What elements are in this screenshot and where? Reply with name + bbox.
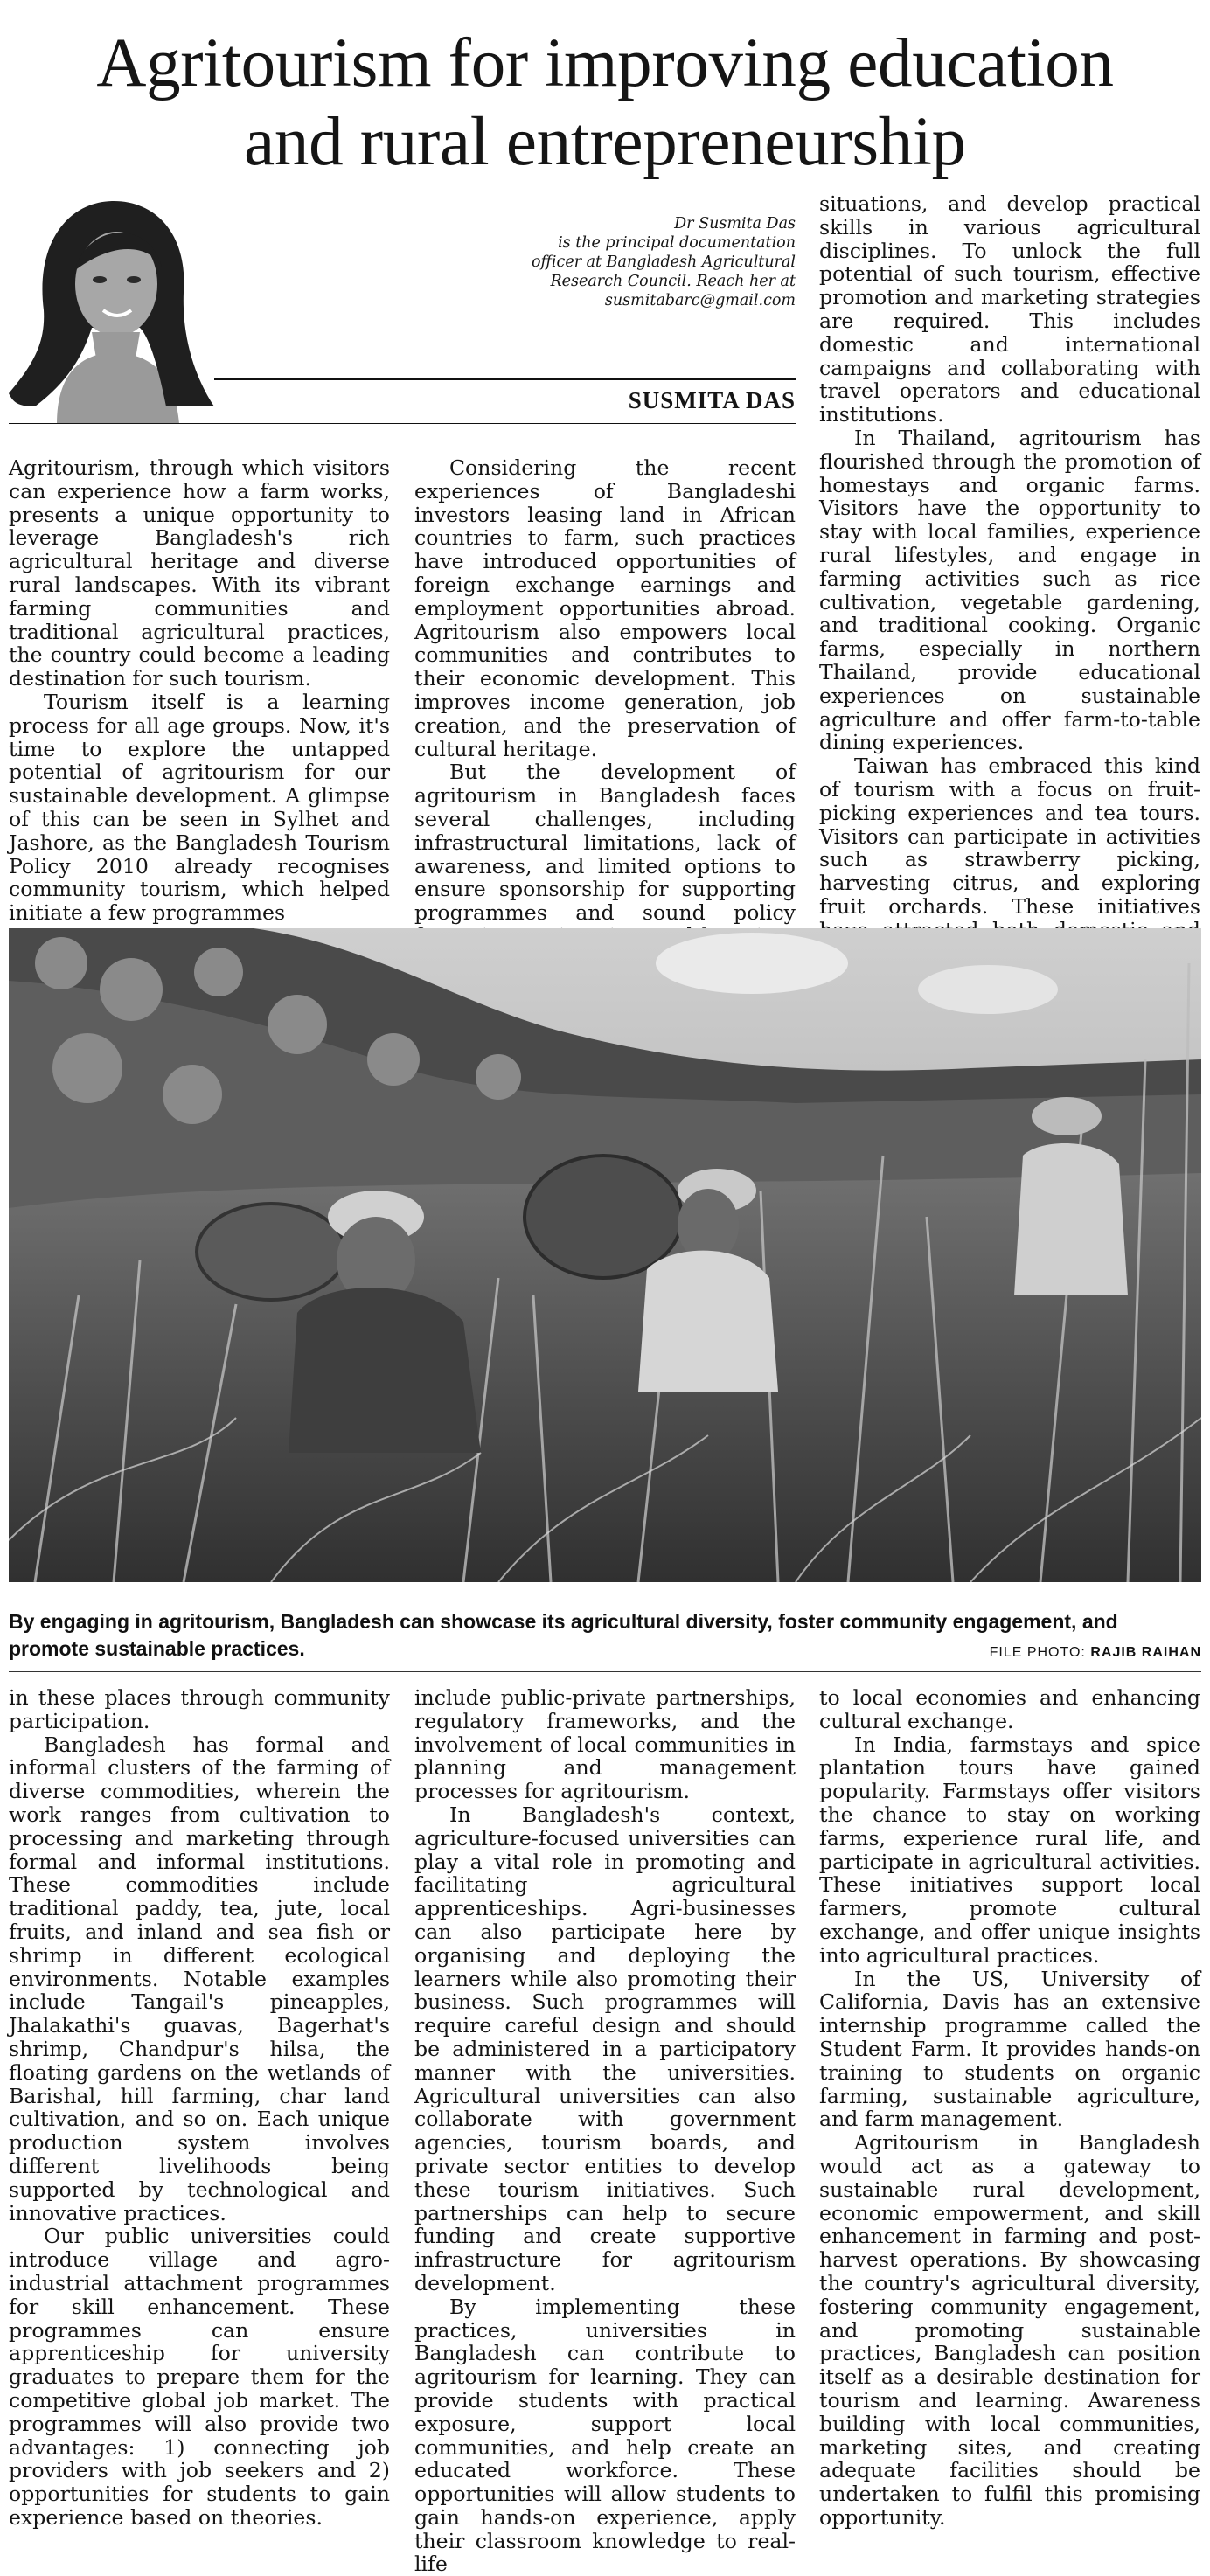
bio-line: officer at Bangladesh Agricultural [532,253,796,271]
author-portrait [9,188,219,424]
paragraph: In India, farmstays and spice plantation tours have gained popularity. Farmstays offer visitors the chance to stay on working farms, experience rural life, and participate in agricultural activities. These initiatives support local farmers, promote cultural exchange, and offer unique insights into agricultural practices. [819,1732,1200,1968]
paragraph: include public-private partnerships, regulatory frameworks, and the involvement of local communities in planning and management processes for agritourism. [414,1685,796,1804]
bio-name: Dr Susmita Das [674,215,796,233]
author-bio [507,214,796,310]
bio-line: Research Council. Reach her at [550,273,796,290]
farm-photo [9,928,1201,1582]
paragraph: In Bangladesh's context, agriculture-focused universities can play a vital role in promoting and facilitating agricultural apprenticeships. Agri-businesses can also participate here by organising and deploying the learners while also promoting their business. Such programmes will require careful design and should be administered in a participatory manner with the universities. Agricultural universities can also collaborate with government agencies, tourism boards, and private sector entities to develop these tourism initiatives. Such partnerships can help to secure funding and create supportive infrastructure for agritourism development. [414,1802,796,2295]
paragraph: In the US, University of California, Davis has an extensive internship programme called the Student Farm. It provides hands-on training to students on organic farming, sustainable agriculture, and farm management. [819,1966,1200,2132]
upper-column-3 [819,192,1200,965]
headline [9,24,1201,182]
paragraph: Our public universities could introduce village and agro-industrial attachment programmes for skill enhancement. These programmes can ensure apprenticeship for university graduates to prepare them for the competitive global job market. The programmes will also provide two advantages: 1) connecting job providers with job seekers and 2) opportunities for students to gain experience based on theories. [9,2224,390,2530]
headline-line-1: Agritourism for improving education [96,25,1114,101]
paragraph: Bangladesh has formal and informal clusters of the farming of diverse commodities, wherein the work ranges from cultivation to processing and marketing through formal and informal institutions. These commodities include traditional paddy, tea, jute, local fruits, and inland and sea fish or shrimp in different ecological environments. Notable examples include Tangail's pineapples, Jhalakathi's guavas, Bagerhat's shrimp, Chandpur's hilsa, the floating gardens on the wetlands of Barishal, hill farming, char land cultivation, and so on. Each unique production system involves different livelihoods being supported by technological and innovative practices. [9,1732,390,2225]
headline-line-2: and rural entrepreneurship [244,104,966,180]
credit-name: RAJIB RAIHAN [1090,1645,1201,1660]
bio-email: susmitabarc@gmail.com [604,292,796,309]
paragraph: By implementing these practices, universities in Bangladesh can contribute to agritourism for learning. They can provide students with practical exposure, support local communities, and help create an educated workforce. These opportunities will allow students to gain hands-on experience, apply their classroom knowledge to real-life [414,2294,796,2576]
lower-column-1 [9,1686,390,2530]
upper-column-1 [9,456,390,925]
paragraph: But the development of agritourism in Bangladesh faces several challenges, including infrastructural limitations, lack of awareness, and limited options to ensure sponsorship for supporting programmes and sound policy [414,760,796,926]
photo-caption: By engaging in agritourism, Bangladesh can showcase its agricultural diversity, foster community engagement, and promote sustainable practices. [9,1610,1118,1660]
byline-bottom-rule [9,423,796,424]
credit-label: FILE PHOTO: [989,1645,1086,1660]
paragraph: Tourism itself is a learning process for all age groups. Now, it's time to explore the untapped potential of agritourism for our sustainable development. A glimpse of this can be seen in Sylhet and Jashore, as the Bangladesh Tourism Policy 2010 already recognises community tourism, which helped initiate a few programmes [9,689,390,926]
lower-column-2 [414,1686,796,2576]
byline-rule [214,378,796,380]
photo-credit [990,1645,1201,1661]
author-name: SUSMITA DAS [628,387,796,413]
paragraph: Taiwan has embraced this kind of tourism with a focus on fruit-picking experiences and tea tours. Visitors can participate in activities such as strawberry picking, harvesting citrus, and exploring fruit orchards. These initiatives [819,753,1200,919]
paragraph: to local economies and enhancing cultural exchange. [819,1685,1200,1733]
bio-line: is the principal documentation [558,234,796,252]
paragraph: situations, and develop practical skills in various agricultural disciplines. To unlock the full potential of such tourism, effective promotion and marketing strategies are required. This includes domestic and international campaigns and collaborating with travel operators and educational institutions. [819,191,1200,427]
paragraph: In Thailand, agritourism has flourished through the promotion of homestays and organic farms. Visitors have the opportunity to stay with local families, experience rural lifestyles, and engage in farming activities such as rice cultivation, vegetable gardening, and traditional cooking. Organic farms, especially in northern Thailand, provide educational experiences on sustainable agriculture and offer farm-to-table dining experiences. [819,425,1200,755]
lower-column-3 [819,1686,1200,2530]
caption-rule [9,1671,1201,1672]
paragraph: Agritourism in Bangladesh would act as a gateway to sustainable rural development, economic empowerment, and skill enhancement in farming and post-harvest operations. By showcasing the country's agricultural diversity, fostering community engagement, and promoting sustainable practices, Bangladesh can position itself as a desirable destination for tourism and learning. Awareness building with local communities, marketing sites, and creating adequate facilities should be undertaken to fulfil this promising opportunity. [819,2130,1200,2530]
byline-area [9,188,796,424]
paragraph: Agritourism, through which visitors can experience how a farm works, presents a unique opportunity to leverage Bangladesh's rich agricultural heritage and diverse rural landscapes. With its vibrant farming communities and traditional agricultural practices, the country could become a leading destination for such tourism. [9,455,390,691]
paragraph: Considering the recent experiences of Bangladeshi investors leasing land in African countries to farm, such practices have introduced opportunities of foreign exchange earnings and employment opportunities abroad. Agritourism also empowers local communities and contributes to their economic development. This improves income generation, job creation, and the preservation of cultural heritage. [414,455,796,761]
upper-column-2 [414,456,796,972]
paragraph: in these places through community participation. [9,1685,390,1733]
